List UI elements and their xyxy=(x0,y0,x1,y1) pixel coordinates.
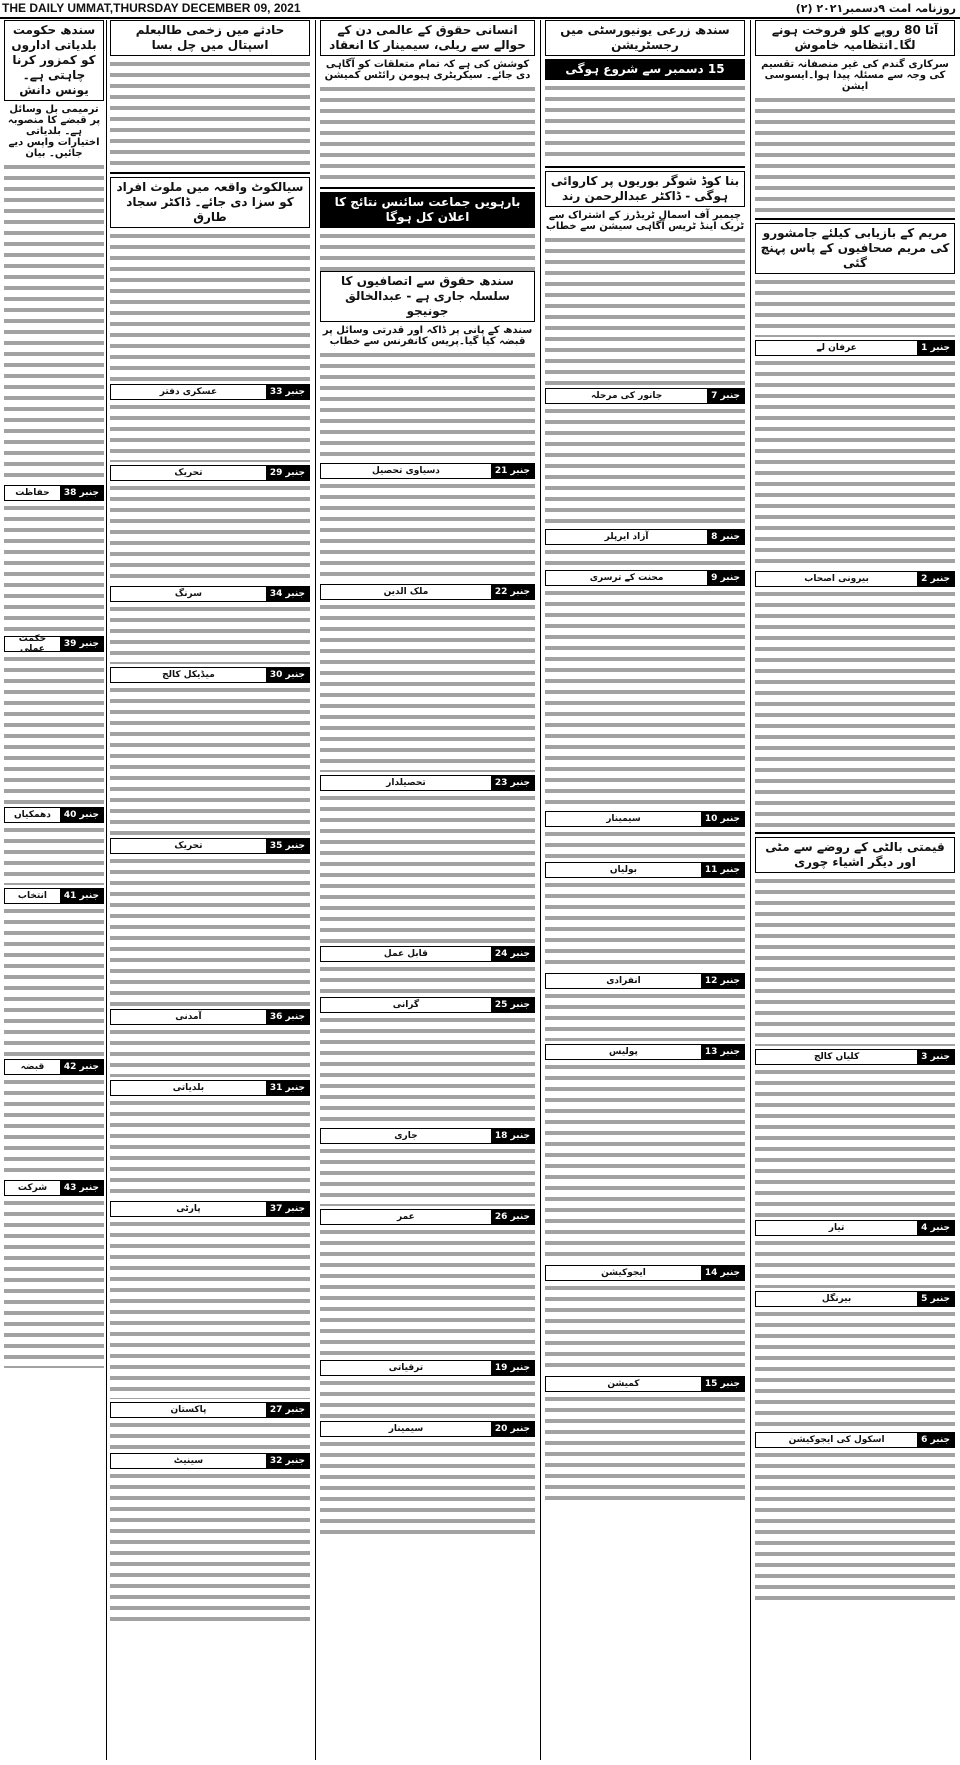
vacancy-number: جنبر 36 xyxy=(266,1010,309,1024)
article-body xyxy=(110,483,310,583)
vacancy-title: آزاد ایرپلر xyxy=(604,532,649,542)
article-body xyxy=(545,991,745,1041)
vacancy-box xyxy=(110,1402,310,1418)
vacancy-title: سیمینار xyxy=(606,814,641,824)
vacancy-number: جنبر 29 xyxy=(266,466,309,480)
article-body xyxy=(545,83,745,163)
vacancy-title: حکمت عملی xyxy=(18,634,47,654)
headline: حادثے میں زخمی طالبعلم اسپتال میں چل بسا xyxy=(110,20,310,56)
vacancy-title: شرکت xyxy=(17,1183,48,1193)
vacancy-number: جنبر 14 xyxy=(701,1266,744,1280)
article-body xyxy=(755,1067,955,1217)
article-body xyxy=(755,358,955,568)
article-body xyxy=(320,231,535,271)
vacancy-box xyxy=(110,465,310,481)
article-body xyxy=(4,825,104,885)
vacancy-title: آمدنی xyxy=(175,1012,202,1022)
vacancy-box xyxy=(755,340,955,356)
article-body xyxy=(320,964,535,994)
subheadline: کوشش کی ہے کہ تمام متعلقات کو آگاہی دی جائے۔ سیکریٹری ہیومن رائٹس کمیشن xyxy=(324,59,531,81)
vacancy-box xyxy=(545,1376,745,1392)
vacancy-title: سیمینار xyxy=(388,1424,424,1434)
vacancy-box xyxy=(4,485,104,501)
vacancy-number: جنبر 26 xyxy=(491,1210,534,1224)
subheadline: سندھ کے پانی پر ڈاکہ اور قدرتی وسائل پر قبضہ کیا گیا۔پریس کانفرنس سے خطاب xyxy=(322,325,533,347)
vacancy-box xyxy=(545,570,745,586)
vacancy-number: جنبر 9 xyxy=(707,571,744,585)
article-body xyxy=(755,1238,955,1288)
vacancy-title: انفرادی xyxy=(606,976,641,986)
vacancy-box xyxy=(110,838,310,854)
vacancy-number: جنبر 15 xyxy=(701,1377,744,1391)
vacancy-title: جاری xyxy=(394,1131,418,1141)
column-4 xyxy=(110,20,310,1760)
vacancy-number: جنبر 22 xyxy=(491,585,534,599)
vacancy-title: بیرونی اصحاب xyxy=(804,574,869,584)
article-body xyxy=(545,1283,745,1373)
section-divider xyxy=(755,218,955,220)
headline: آٹا 80 روپے کلو فروخت ہونے لگا۔انتظامیہ خاموش xyxy=(755,20,955,56)
article-body xyxy=(545,829,745,859)
vacancy-box xyxy=(320,463,535,479)
vacancy-title: پارٹی xyxy=(176,1204,201,1214)
vacancy-number: جنبر 39 xyxy=(60,637,103,651)
vacancy-number: جنبر 27 xyxy=(266,1403,309,1417)
vacancy-box xyxy=(320,1209,535,1225)
vacancy-title: عسکری دفتر xyxy=(159,387,218,397)
article-body xyxy=(110,402,310,462)
vacancy-number: جنبر 23 xyxy=(491,776,534,790)
vacancy-number: جنبر 30 xyxy=(266,668,309,682)
vacancy-title: عرفان لے xyxy=(816,343,857,353)
vacancy-box xyxy=(545,388,745,404)
column-rule xyxy=(540,20,541,1760)
vacancy-title: پولیس xyxy=(609,1047,638,1057)
article-body xyxy=(4,906,104,1056)
vacancy-number: جنبر 31 xyxy=(266,1081,309,1095)
vacancy-title: ملک الدین xyxy=(383,587,429,597)
vacancy-title: میڈیکل کالج xyxy=(162,670,215,680)
article-body xyxy=(110,1471,310,1621)
vacancy-number: جنبر 2 xyxy=(917,572,954,586)
column-3 xyxy=(320,20,535,1760)
headline: مریم کے بازیابی کیلئے جامشورو کی مریم صحافیوں کے پاس پہنچ گئی xyxy=(755,223,955,274)
column-1 xyxy=(755,20,955,1760)
vacancy-box xyxy=(110,1201,310,1217)
vacancy-number: جنبر 43 xyxy=(60,1181,103,1195)
vacancy-title: کمیشن xyxy=(607,1379,640,1389)
vacancy-box xyxy=(545,529,745,545)
article-body xyxy=(110,1219,310,1399)
article-body xyxy=(4,162,104,482)
section-divider xyxy=(545,166,745,168)
vacancy-title: ترقیاتی xyxy=(388,1363,424,1373)
article-body xyxy=(4,654,104,804)
article-body xyxy=(320,481,535,581)
vacancy-box xyxy=(545,811,745,827)
article-body xyxy=(4,1198,104,1368)
vacancy-box xyxy=(110,1009,310,1025)
article-body xyxy=(755,589,955,829)
vacancy-number: جنبر 18 xyxy=(491,1129,534,1143)
vacancy-title: محنت کے ترسری xyxy=(589,573,664,583)
article-body xyxy=(545,1394,745,1504)
vacancy-number: جنبر 37 xyxy=(266,1202,309,1216)
article-body xyxy=(545,588,745,808)
vacancy-box xyxy=(4,807,104,823)
vacancy-title: دھمکیاں xyxy=(14,810,51,820)
vacancy-title: دسیاوی تحصیل xyxy=(371,466,440,476)
column-rule xyxy=(750,20,751,1760)
article-body xyxy=(110,1098,310,1198)
vacancy-number: جنبر 40 xyxy=(60,808,103,822)
vacancy-number: جنبر 12 xyxy=(701,974,744,988)
article-body xyxy=(545,880,745,970)
vacancy-title: عمر xyxy=(397,1212,415,1222)
vacancy-number: جنبر 8 xyxy=(707,530,744,544)
article-body xyxy=(110,231,310,381)
article-body xyxy=(320,793,535,943)
headline: بنا کوڈ شوگر بوریوں پر کاروائی ہوگی - ڈاکٹر عبدالرحمن رند xyxy=(545,171,745,207)
vacancy-title: پاکستان xyxy=(170,1405,207,1415)
vacancy-box xyxy=(320,997,535,1013)
vacancy-box xyxy=(320,1421,535,1437)
vacancy-title: ایجوکیشن xyxy=(601,1268,646,1278)
vacancy-number: جنبر 13 xyxy=(701,1045,744,1059)
vacancy-number: جنبر 4 xyxy=(917,1221,954,1235)
masthead-left-title: THE DAILY UMMAT,THURSDAY DECEMBER 09, 2021 xyxy=(2,1,301,15)
article-body xyxy=(545,406,745,526)
vacancy-box xyxy=(4,1059,104,1075)
column-5 xyxy=(4,20,104,1760)
article-body xyxy=(4,503,104,633)
headline: سیالکوٹ واقعہ میں ملوث افراد کو سزا دی جائے۔ ڈاکٹر سجاد طارق xyxy=(110,177,310,228)
vacancy-number: جنبر 10 xyxy=(701,812,744,826)
article-body xyxy=(320,1146,535,1206)
article-body xyxy=(755,876,955,1046)
article-body xyxy=(320,1227,535,1357)
vacancy-number: جنبر 20 xyxy=(491,1422,534,1436)
vacancy-number: جنبر 21 xyxy=(491,464,534,478)
vacancy-number: جنبر 35 xyxy=(266,839,309,853)
article-body xyxy=(4,1077,104,1177)
vacancy-box xyxy=(110,384,310,400)
vacancy-number: جنبر 33 xyxy=(266,385,309,399)
vacancy-box xyxy=(755,1220,955,1236)
vacancy-title: قبضہ xyxy=(20,1062,45,1072)
subheadline: سرکاری گندم کی غیر منصفانہ تقسیم کی وجہ سے مسئلہ پیدا ہوا۔ایسوسی ایشن xyxy=(761,59,949,92)
vacancy-box xyxy=(755,1049,955,1065)
vacancy-number: جنبر 38 xyxy=(60,486,103,500)
vacancy-number: جنبر 7 xyxy=(707,389,744,403)
vacancy-box xyxy=(545,862,745,878)
article-body xyxy=(545,235,745,385)
column-2 xyxy=(545,20,745,1760)
article-body xyxy=(545,1062,745,1262)
article-body xyxy=(755,277,955,337)
vacancy-title: تحریک xyxy=(174,841,203,851)
vacancy-title: تحریک xyxy=(174,468,203,478)
masthead-right-title: روزنامہ امت ۹دسمبر۲۰۲۱ (۲) xyxy=(795,2,956,15)
masthead xyxy=(0,0,960,19)
vacancy-box xyxy=(755,1432,955,1448)
article-body xyxy=(755,95,955,215)
vacancy-number: جنبر 41 xyxy=(60,889,103,903)
article-body xyxy=(545,547,745,567)
vacancy-box xyxy=(320,775,535,791)
vacancy-title: تحصیلدار xyxy=(386,778,426,788)
vacancy-title: بولیاں xyxy=(609,865,638,875)
vacancy-title: جانور کی مرحلہ xyxy=(590,391,663,401)
vacancy-box xyxy=(4,636,104,652)
vacancy-title: سینیٹ xyxy=(173,1456,204,1466)
article-body xyxy=(110,604,310,664)
section-divider xyxy=(755,832,955,834)
vacancy-number: جنبر 42 xyxy=(60,1060,103,1074)
vacancy-box xyxy=(110,586,310,602)
column-rule xyxy=(315,20,316,1760)
vacancy-number: جنبر 19 xyxy=(491,1361,534,1375)
vacancy-box xyxy=(545,1265,745,1281)
vacancy-box xyxy=(755,571,955,587)
vacancy-number: جنبر 11 xyxy=(701,863,744,877)
vacancy-box xyxy=(110,1453,310,1469)
vacancy-box xyxy=(545,973,745,989)
headline: 15 دسمبر سے شروع ہوگی xyxy=(545,59,745,80)
vacancy-box xyxy=(755,1291,955,1307)
vacancy-number: جنبر 6 xyxy=(917,1433,954,1447)
article-body xyxy=(320,350,535,460)
vacancy-title: قابل عمل xyxy=(383,949,428,959)
article-body xyxy=(320,1378,535,1418)
vacancy-title: انتخاب xyxy=(17,891,47,901)
section-divider xyxy=(110,172,310,174)
vacancy-box xyxy=(4,888,104,904)
article-body xyxy=(320,1015,535,1125)
vacancy-box xyxy=(545,1044,745,1060)
article-body xyxy=(755,1309,955,1429)
article-body xyxy=(110,685,310,835)
subheadline: ترمیمی بل وسائل پر قبضے کا منصوبہ ہے۔ بلدیاتی اختیارات واپس دیے جائیں۔ بیان xyxy=(7,104,101,159)
article-body xyxy=(755,1450,955,1600)
vacancy-box xyxy=(4,1180,104,1196)
vacancy-title: اسکول کی ایجوکیشن xyxy=(788,1435,885,1445)
column-rule xyxy=(106,20,107,1760)
subheadline: چیمبر آف اسمال ٹریڈرز کے اشتراک سے ٹریک اینڈ ٹریس آگاہی سیشن سے خطاب xyxy=(545,210,745,232)
vacancy-box xyxy=(320,946,535,962)
vacancy-number: جنبر 24 xyxy=(491,947,534,961)
headline: قیمتی بالٹی کے روضے سے مٹی اور دیگر اشیاء چوری xyxy=(755,837,955,873)
vacancy-title: سرنگ xyxy=(174,589,202,599)
article-body xyxy=(110,59,310,169)
vacancy-box xyxy=(320,1128,535,1144)
article-body xyxy=(320,1439,535,1539)
vacancy-number: جنبر 5 xyxy=(917,1292,954,1306)
headline: سندھ حقوق سے اتصافیوں کا سلسلہ جاری ہے - عبدالخالق جونیجو xyxy=(320,271,535,322)
headline: سندھ حکومت بلدیاتی اداروں کو کمزور کرنا چاہتی ہے۔یونس دانش xyxy=(4,20,104,101)
vacancy-box xyxy=(110,1080,310,1096)
vacancy-title: گرانی xyxy=(392,1000,420,1010)
vacancy-title: تیار xyxy=(828,1223,845,1233)
vacancy-box xyxy=(320,584,535,600)
section-divider xyxy=(320,187,535,189)
headline: انسانی حقوق کے عالمی دن کے حوالے سے ریلی، سیمینار کا انعقاد xyxy=(320,20,535,56)
headline: بارہویں جماعت سائنس نتائج کا اعلان کل ہوگا xyxy=(320,192,535,228)
vacancy-box xyxy=(110,667,310,683)
vacancy-title: کلیاں کالج xyxy=(813,1052,860,1062)
article-body xyxy=(320,602,535,772)
article-body xyxy=(110,1027,310,1077)
article-body xyxy=(320,84,535,184)
vacancy-number: جنبر 3 xyxy=(917,1050,954,1064)
headline: سندھ زرعی یونیورسٹی میں رجسٹریشن xyxy=(545,20,745,56)
vacancy-title: حفاظت xyxy=(15,488,50,498)
article-body xyxy=(110,856,310,1006)
vacancy-number: جنبر 25 xyxy=(491,998,534,1012)
vacancy-title: بلدیاتی xyxy=(172,1083,205,1093)
vacancy-number: جنبر 32 xyxy=(266,1454,309,1468)
vacancy-box xyxy=(320,1360,535,1376)
article-body xyxy=(110,1420,310,1450)
vacancy-number: جنبر 34 xyxy=(266,587,309,601)
vacancy-number: جنبر 1 xyxy=(917,341,954,355)
vacancy-title: بیرنگل xyxy=(821,1294,852,1304)
